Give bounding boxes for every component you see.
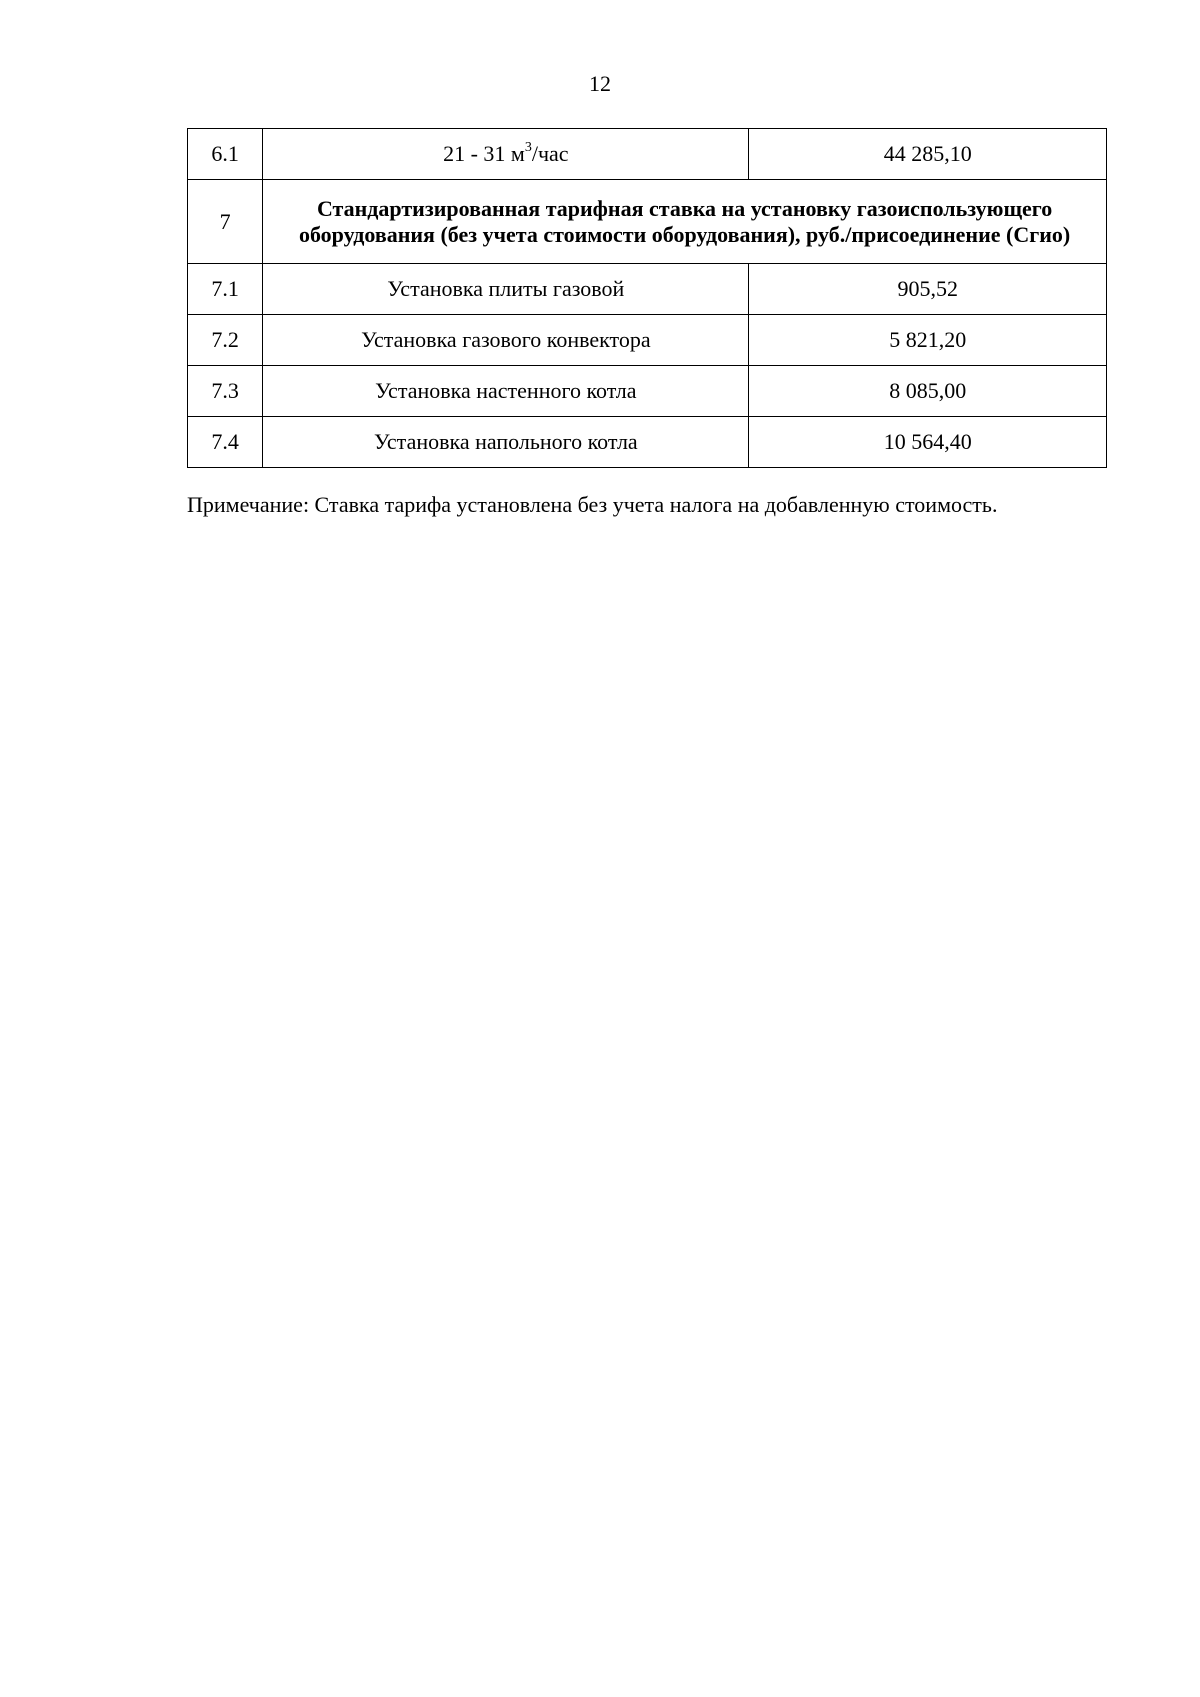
table-row — [188, 315, 1107, 366]
row-value: 10 564,40 — [749, 417, 1107, 468]
table-row — [188, 417, 1107, 468]
table-row — [188, 129, 1107, 180]
row-value: 8 085,00 — [749, 366, 1107, 417]
table-row — [188, 264, 1107, 315]
note-text: Примечание: Ставка тарифа установлена без учета налога на добавленную стоимость. — [187, 492, 998, 517]
section-header-row — [188, 180, 1107, 264]
page-number: 12 — [589, 71, 611, 96]
row-name-prefix: 21 - 31 м — [443, 141, 525, 166]
row-name-suffix: /час — [531, 141, 569, 166]
section-title: Стандартизированная тарифная ставка на установку газоиспользующего оборудования (без учета стоимости оборудования), руб./присоединение (Сгио) — [263, 180, 1107, 264]
row-number: 7.2 — [188, 315, 263, 366]
row-name: Установка настенного котла — [263, 366, 749, 417]
row-number: 7.1 — [188, 264, 263, 315]
row-value: 905,52 — [749, 264, 1107, 315]
row-name: Установка газового конвектора — [263, 315, 749, 366]
tariff-table — [187, 128, 1107, 468]
row-name — [263, 129, 749, 180]
row-name: Установка плиты газовой — [263, 264, 749, 315]
row-number: 7.4 — [188, 417, 263, 468]
row-name-superscript: 3 — [524, 139, 532, 155]
row-name: Установка напольного котла — [263, 417, 749, 468]
table-row — [188, 366, 1107, 417]
row-value: 44 285,10 — [749, 129, 1107, 180]
section-number: 7 — [188, 180, 263, 264]
row-number: 6.1 — [188, 129, 263, 180]
row-value: 5 821,20 — [749, 315, 1107, 366]
row-number: 7.3 — [188, 366, 263, 417]
